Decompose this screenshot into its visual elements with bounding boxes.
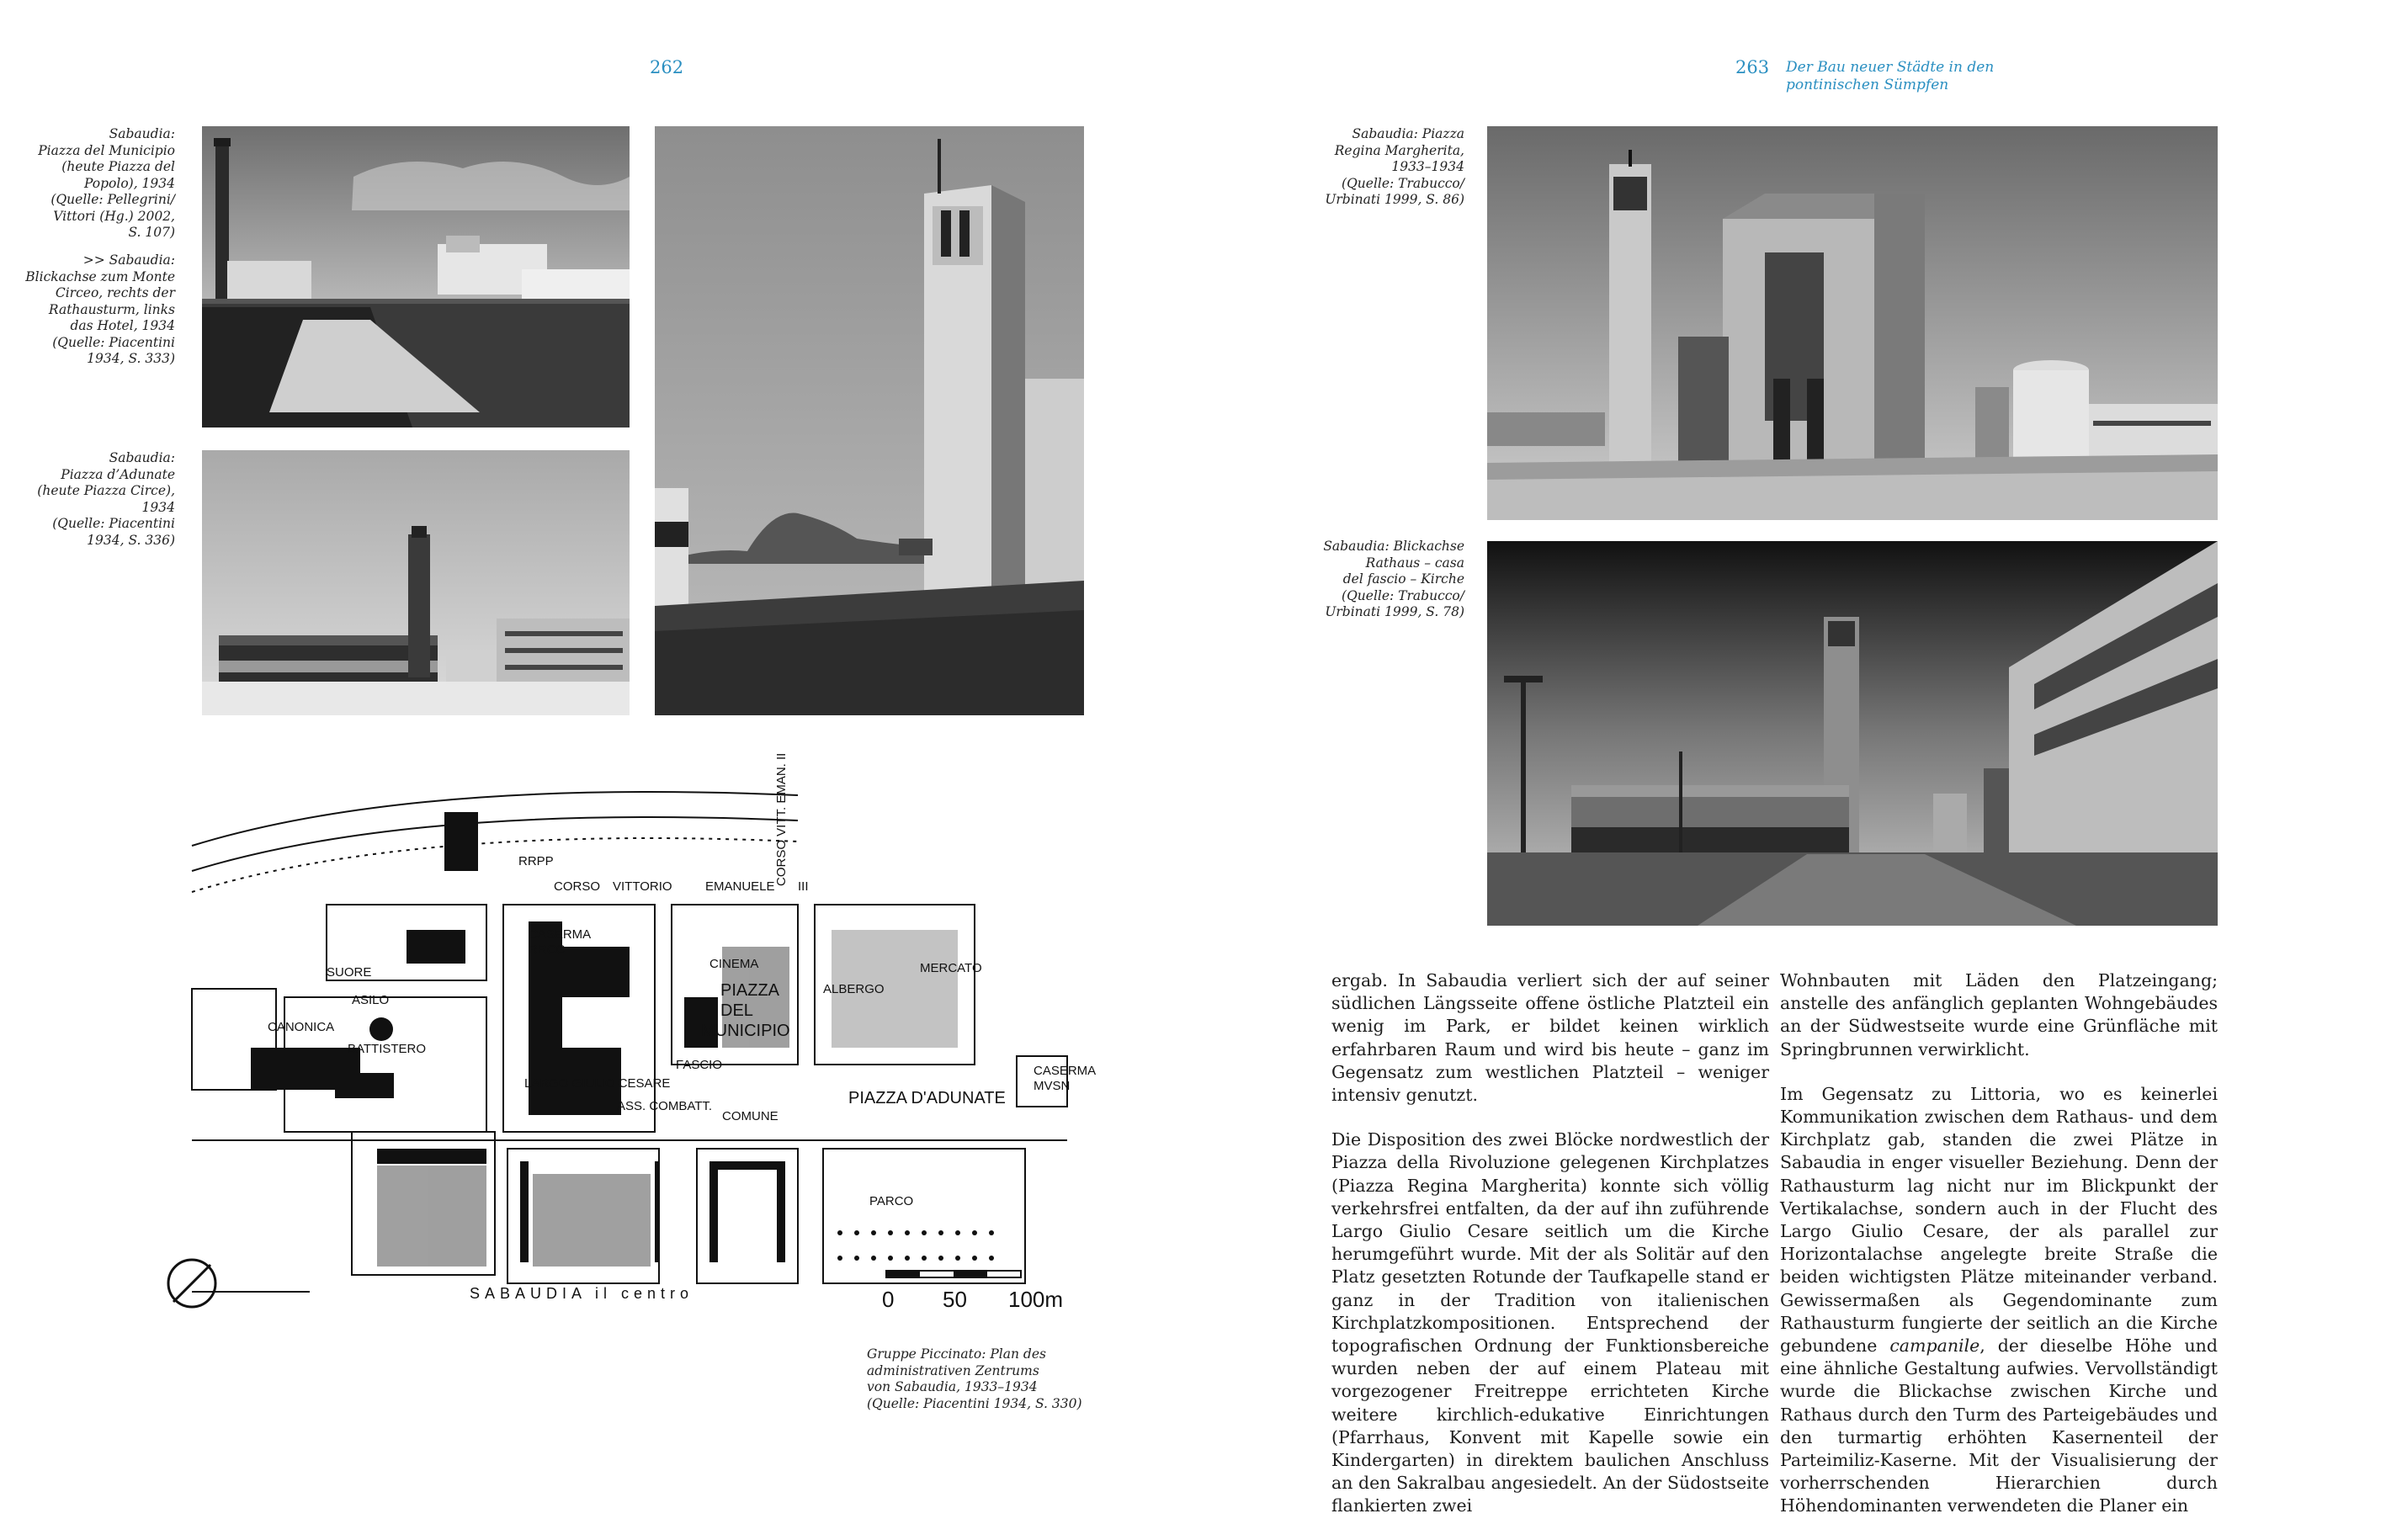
plan-label-canonica: CANONICA	[268, 1020, 335, 1034]
plan-label-cinema: CINEMA	[709, 957, 759, 971]
plan-label-emanuele: EMANUELE	[705, 879, 775, 894]
plan-label-caserma-rrcc-2: RRCC	[529, 943, 566, 957]
plan-label-battistero: BATTISTERO	[348, 1042, 427, 1056]
plan-label-corso-vitt: CORSO VITT. EMAN. II	[774, 752, 789, 886]
plan-scale-0: 0	[882, 1287, 895, 1312]
plan-label-parco: PARCO	[869, 1194, 914, 1208]
plan-label-mercato: MERCATO	[920, 961, 982, 975]
plan-label-caserma-rrcc: CASERMA	[529, 927, 592, 942]
plan-label-asilo: ASILO	[352, 993, 390, 1007]
caption-blickachse-circeo: >> Sabaudia: Blickachse zum Monte Circeo, rechts der Rathausturm, links das Hotel, 1934 (Quelle: Piacentini 1934, S. 333)	[25, 252, 175, 366]
caption-piazza-municipio: Sabaudia: Piazza del Municipio (heute Piazza del Popolo), 1934 (Quelle: Pellegrini/ Vittori (Hg.) 2002, S. 107)	[38, 126, 175, 240]
body-paragraph: ergab. In Sabaudia verliert sich der auf seiner südlichen Längsseite offene östliche Platzteil ein wenig im Park, er bildet keinen wirklich erfahrbaren Raum und wird bis heute – ganz im Gegensatz zum westlichen Platzteil – weniger intensiv genutzt.	[1331, 970, 1769, 1106]
plan-sabaudia-centro	[158, 752, 1097, 1317]
plan-title: SABAUDIA il centro	[470, 1285, 694, 1302]
caption-plan: Gruppe Piccinato: Plan des administrativen Zentrums von Sabaudia, 1933–1934 (Quelle: Piacentini 1934, S. 330)	[867, 1346, 1082, 1411]
plan-label-albergo: ALBERGO	[823, 982, 885, 996]
body-paragraph: Die Disposition des zwei Blöcke nordwestlich der Piazza della Rivoluzione gelegenen Kirchplatzes (Piazza Regina Margherita) konnte sich völlig verkehrsfrei entfalten, da der auf ihn zuführende Largo Giulio Cesare seitlich um die Kirche herumgeführt wurde. Mit der als Solitär auf den Platz gesetzten Rotunde der Taufkapelle stand er ganz in der Tradition von italienischen Kirchplatzkompositionen. Entsprechend der topografischen Ordnung der Funktionsbereiche wurden neben der auf einem Plateau mit vorgezogener Freitreppe errichteten Kirche weitere kirchlich-edukative Einrichtungen (Pfarrhaus, Konvent mit Kapelle sowie ein Kindergarten) in direktem baulichen Anschluss an den Sakralbau angesiedelt. An der Südostseite flankierten zwei	[1331, 1129, 1769, 1516]
body-paragraph: Wohnbauten mit Läden den Platzeingang; anstelle des anfänglich geplanten Wohngebäudes an der Südwestseite wurde eine Grünfläche mit Springbrunnen verwirklicht.	[1780, 970, 2218, 1059]
page-number-right: 263	[1735, 57, 1770, 77]
photo-piazza-municipio	[202, 126, 630, 427]
plan-label-piazza-municipio: PIAZZA	[720, 981, 780, 1000]
caption-piazza-regina: Sabaudia: Piazza Regina Margherita, 1933–1934 (Quelle: Trabucco/ Urbinati 1999, S. 86)	[1325, 126, 1464, 207]
photo-piazza-adunate	[202, 450, 630, 715]
plan-label-caserma-mvsn-2: MVSN	[1034, 1079, 1071, 1093]
plan-label-rrpp: RRPP	[518, 854, 554, 868]
running-head: Der Bau neuer Städte in den pontinischen Sümpfen	[1786, 59, 1995, 93]
plan-scale-100: 100m	[1008, 1287, 1064, 1312]
plan-label-comune: COMUNE	[722, 1109, 779, 1123]
photo-blickachse-rathaus	[1487, 541, 2218, 926]
plan-label-piazza-adunate: PIAZZA D'ADUNATE	[848, 1089, 1006, 1107]
plan-label-suore: SUORE	[327, 965, 372, 980]
plan-label-fascio: FASCIO	[676, 1058, 723, 1072]
plan-label-corso: CORSO	[554, 879, 601, 894]
plan-label-iii: III	[798, 879, 809, 894]
caption-blickachse-rathaus: Sabaudia: Blickachse Rathaus – casa del fascio – Kirche (Quelle: Trabucco/ Urbinati 1999, S. 78)	[1323, 539, 1464, 619]
photo-piazza-regina	[1487, 126, 2218, 520]
plan-label-caserma-mvsn: CASERMA	[1034, 1064, 1097, 1078]
photo-blickachse-circeo	[655, 126, 1084, 715]
body-column-2	[1780, 969, 2218, 1540]
plan-label-piazza-municipio-2: DEL	[720, 1001, 753, 1020]
page-number-left: 262	[650, 57, 684, 77]
plan-label-largo: LARGO GIULIO CESARE	[524, 1076, 671, 1091]
caption-piazza-adunate: Sabaudia: Piazza d’Adunate (heute Piazza Circe), 1934 (Quelle: Piacentini 1934, S. 336)	[37, 450, 175, 548]
plan-scale-50: 50	[943, 1287, 967, 1312]
body-column-1	[1331, 969, 1769, 1540]
plan-label-ass-combatt: ASS. COMBATT.	[617, 1099, 713, 1113]
plan-label-piazza-municipio-3: MUNICIPIO	[701, 1022, 790, 1040]
plan-label-vittorio: VITTORIO	[613, 879, 672, 894]
body-paragraph: Im Gegensatz zu Littoria, wo es keinerlei Kommunikation zwischen dem Rathaus- und dem Kirchplatz gab, standen die zwei Plätze in Sabaudia in enger visueller Beziehung. Denn der Rathausturm lag nicht nur im Blickpunkt der Vertikalachse, sondern auch in der Flucht des Largo Giulio Cesare, der als parallel zur Horizontalachse angelegte breite Straße die beiden wichtigsten Plätze miteinander verband. Gewissermaßen als Gegendominante zum Rathausturm fungierte der seitlich an die Kirche gebundene campanile, der dieselbe Höhe und eine ähnliche Gestaltung aufwies. Vervollständigt wurde die Blickachse zwischen Kirche und Rathaus durch den Turm des Parteigebäudes und den turmartig erhöhten Kasernenteil der Parteimiliz-Kaserne. Mit der Visualisierung der vorherrschenden Hierarchien durch Höhendominanten verwendeten die Planer ein	[1780, 1083, 2218, 1516]
